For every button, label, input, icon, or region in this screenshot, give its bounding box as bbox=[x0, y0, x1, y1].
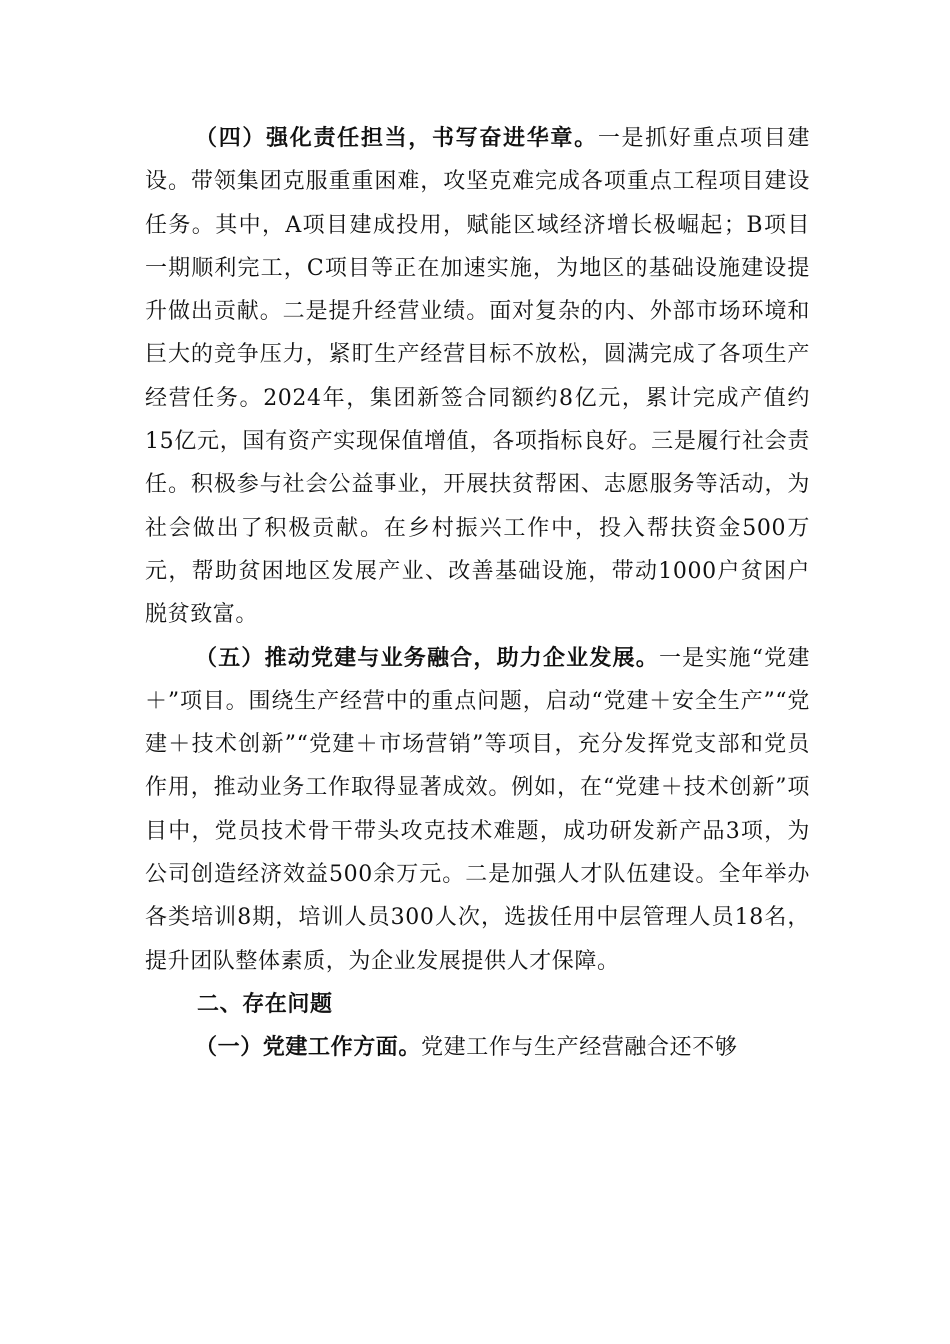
section-heading-problems: 二、存在问题 bbox=[197, 991, 333, 1017]
paragraph-responsibility bbox=[145, 117, 810, 637]
paragraph-party-business bbox=[145, 637, 810, 983]
paragraph-text-party-work: 党建工作与生产经营融合还不够 bbox=[421, 1035, 738, 1061]
paragraph-party-work bbox=[145, 1026, 810, 1069]
paragraph-heading-responsibility: （四）强化责任担当，书写奋进华章。 bbox=[195, 125, 598, 151]
paragraph-text-party-business: 一是实施“党建＋”项目。围绕生产经营中的重点问题，启动“党建＋安全生产”“党建＋技术创新”“党建＋市场营销”等项目，充分发挥党支部和党员作用，推动业务工作取得显著成效。例如，在“党建＋技术创新”项目中，党员技术骨干带头攻克技术难题，成功研发新产品3项，为公司创造经济效益500余万元。二是加强人才队伍建设。全年举办各类培训8期，培训人员300人次，选拔任用中层管理人员18名，提升团队整体素质，为企业发展提供人才保障。 bbox=[145, 645, 810, 974]
document-body bbox=[145, 117, 810, 1070]
paragraph-heading-party-work: （一）党建工作方面。 bbox=[195, 1034, 422, 1061]
paragraph-heading-party-business: （五）推动党建与业务融合，助力企业发展。 bbox=[195, 644, 659, 671]
paragraph-text-responsibility: 一是抓好重点项目建设。带领集团克服重重困难，攻坚克难完成各项重点工程项目建设任务。其中，A项目建成投用，赋能区域经济增长极崛起；B项目一期顺利完工，C项目等正在加速实施，为地区的基础设施建设提升做出贡献。二是提升经营业绩。面对复杂的内、外部市场环境和巨大的竞争压力，紧盯生产经营目标不放松，圆满完成了各项生产经营任务。2024年，集团新签合同额约8亿元，累计完成产值约15亿元，国有资产实现保值增值，各项指标良好。三是履行社会责任。积极参与社会公益事业，开展扶贫帮困、志愿服务等活动，为社会做出了积极贡献。在乡村振兴工作中，投入帮扶资金500万元，帮助贫困地区发展产业、改善基础设施，带动1000户贫困户脱贫致富。 bbox=[145, 126, 810, 628]
